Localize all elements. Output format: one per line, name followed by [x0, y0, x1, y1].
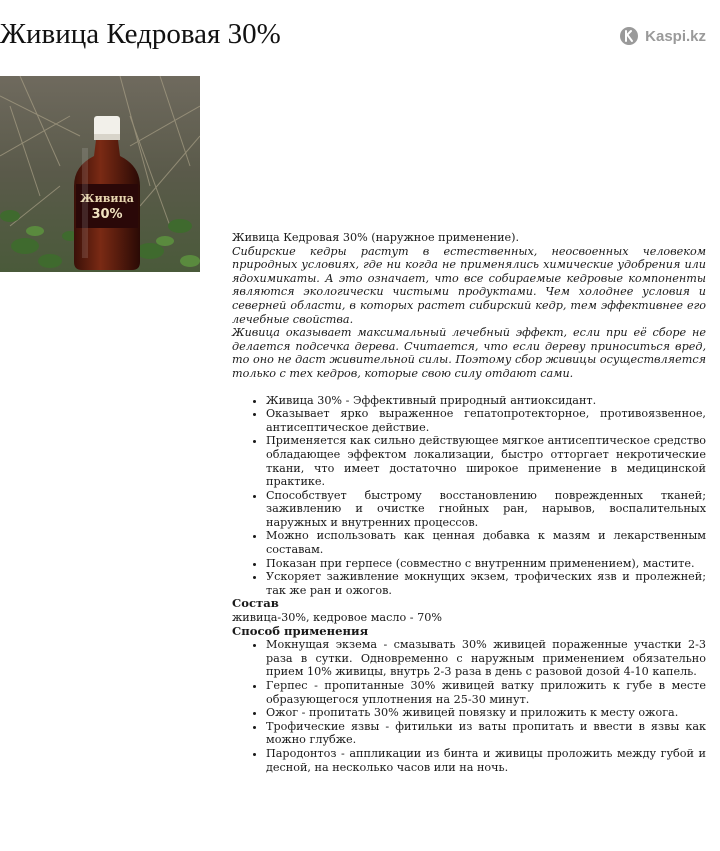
intro-paragraph-2: Живица оказывает максимальный лечебный эффект, если при её сборе не делается подсечка дерева. Считается, что если дереву приноситься вред, то оно не даст живительной силы. Поэтому сбор живицы осуществляется только с тех кедров, которые свою силу отдают сами. — [232, 326, 706, 380]
kaspi-logo-icon — [619, 26, 639, 46]
list-item: • Показан при герпесе (совместно с внутренним применением), мастите. — [266, 557, 706, 571]
list-item: • Ускоряет заживление мокнущих экзем, трофических язв и пролежней; так же ран и ожогов. — [266, 570, 706, 597]
list-item: • Живица 30% - Эффективный природный антиоксидант. — [266, 394, 706, 408]
list-item: • Герпес - пропитанные 30% живицей ватку приложить к губе в месте образующегося уплотнения на 25-30 минут. — [266, 679, 706, 706]
composition-title: Состав — [232, 596, 279, 611]
list-item: • Применяется как сильно действующее мягкое антисептическое средство обладающее эффектом локализации, быстро отторгает некротические ткани, что имеет достаточно широкое применение в медицинской практике. — [266, 434, 706, 488]
list-item: • Мокнущая экзема - смазывать 30% живицей пораженные участки 2-3 раза в сутки. Одновременно с наружным применением обязательно прием 10% живицы, внутрь 2-3 раза в день с разовой дозой 4-10 капель. — [266, 638, 706, 679]
page-title: Живица Кедровая 30% — [0, 18, 281, 50]
description-heading: Живица Кедровая 30% (наружное применение). — [232, 231, 520, 244]
svg-text:30%: 30% — [91, 207, 123, 222]
product-description — [232, 231, 706, 774]
list-item: • Оказывает ярко выраженное гепатопротекторное, противоязвенное, антисептическое действие. — [266, 407, 706, 434]
usage-list — [232, 638, 706, 774]
brand-watermark — [619, 26, 706, 46]
benefits-list — [232, 394, 706, 598]
svg-text:Живица: Живица — [80, 192, 134, 205]
product-photo — [0, 76, 200, 272]
brand-name: Kaspi.kz — [645, 27, 706, 45]
list-item: • Ожог - пропитать 30% живицей повязку и приложить к месту ожога. — [266, 706, 706, 720]
list-item: • Пародонтоз - аппликации из бинта и живицы проложить между губой и десной, на несколько часов или на ночь. — [266, 747, 706, 774]
list-item: • Можно использовать как ценная добавка к мазям и лекарственным составам. — [266, 529, 706, 556]
usage-title: Способ применения — [232, 623, 369, 638]
bottle-in-grass-image — [0, 76, 200, 272]
composition-text: живица-30%, кедровое масло - 70% — [232, 611, 442, 625]
list-item: • Способствует быстрому восстановлению поврежденных тканей; заживлению и очистке гнойных ран, нарывов, воспалительных наружных и внутренних процессов. — [266, 489, 706, 530]
intro-paragraph-1: Сибирские кедры растут в естественных, неосвоенных человеком природных условиях, где ни когда не применялись химические удобрения или ядохимикаты. А это означает, что все собираемые кедровые компоненты являются экологически чистыми продуктами. Чем холоднее условия и северней области, в которых растет сибирский кедр, тем эффективнее его лечебные свойства. — [232, 244, 706, 326]
list-item: • Трофические язвы - фитильки из ваты пропитать и ввести в язвы как можно глубже. — [266, 720, 706, 747]
